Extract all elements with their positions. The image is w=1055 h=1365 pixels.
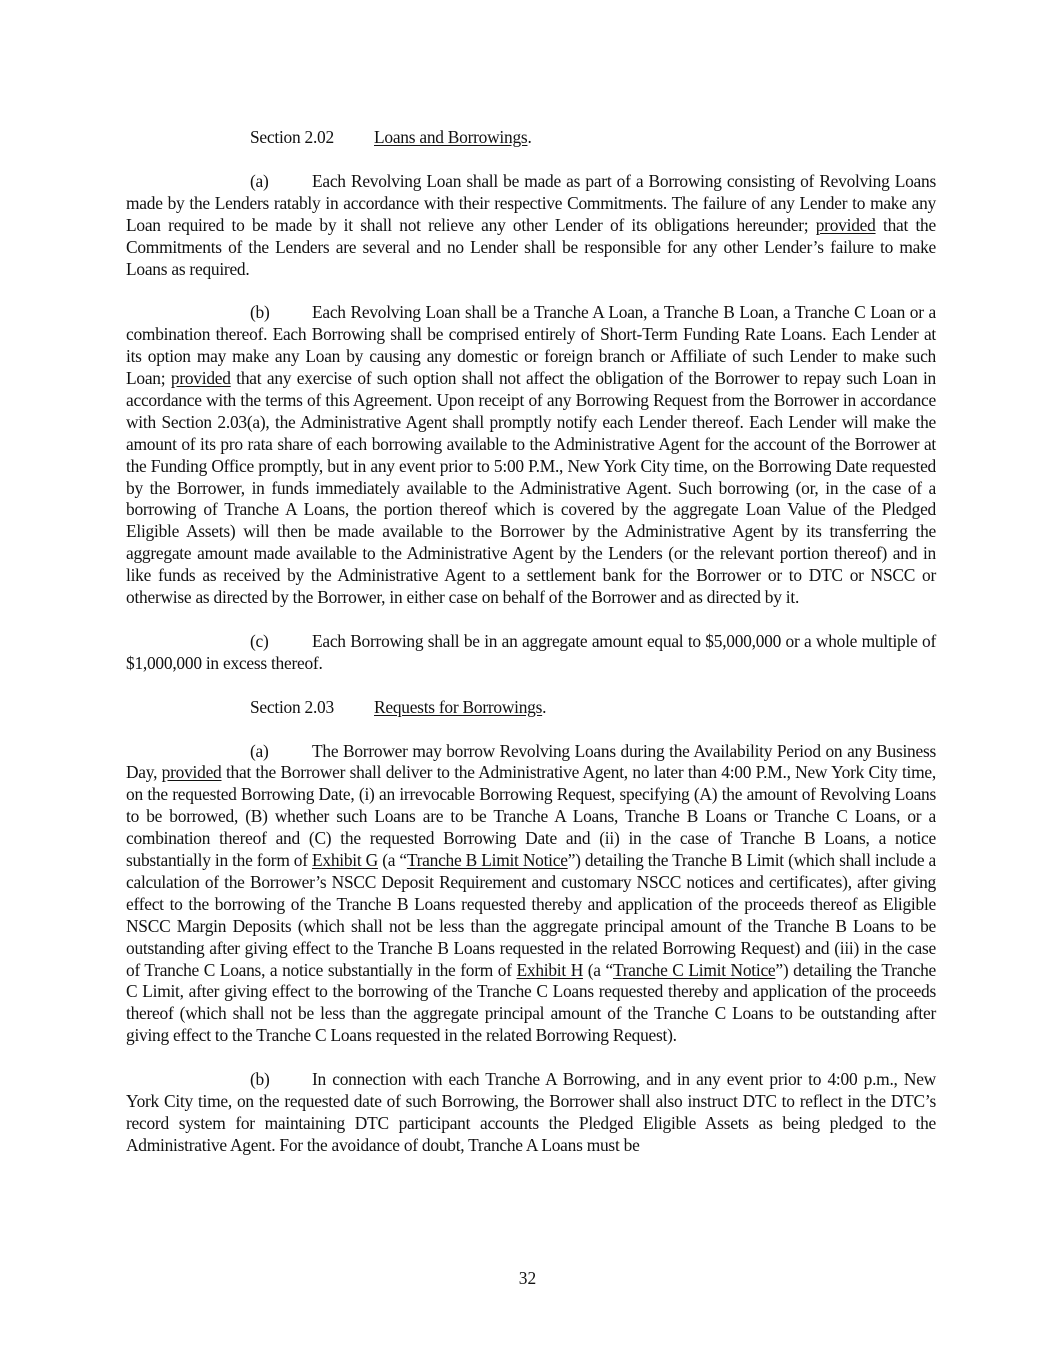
defined-term: provided xyxy=(170,368,231,389)
paragraph xyxy=(126,171,936,281)
section-title: Loans and Borrowings xyxy=(374,127,528,147)
heading-period: . xyxy=(542,696,547,717)
paragraph-text: Each Borrowing shall be in an aggregate amount equal to $5,000,000 or a whole multiple of $1,000,000 in excess thereof. xyxy=(126,630,936,673)
paragraph-label: (b) xyxy=(250,1069,270,1090)
page-number: 32 xyxy=(518,1268,537,1288)
section-heading-2-03 xyxy=(126,697,936,719)
paragraph-text: In connection with each Tranche A Borrowing, and in any event prior to 4:00 p.m., New York City time, on the requested date of such Borrowing, the Borrower shall also instruct DTC to reflect in the DTC’s record system for maintaining DTC participant accounts the Pledged Eligible Assets as being pledged to the Administrative Agent. For the avoidance of doubt, Tranche A Loans must be xyxy=(126,1069,936,1155)
paragraph-label: (a) xyxy=(250,740,269,761)
section-heading-2-02 xyxy=(126,127,936,149)
paragraph xyxy=(126,1069,936,1157)
paragraph xyxy=(126,741,936,1048)
defined-term: provided xyxy=(161,762,222,783)
paragraph-text: The Borrower may borrow Revolving Loans during the Availability Period on any Business Day, xyxy=(126,740,936,783)
paragraph-text: ”) detailing the Tranche B Limit (which shall include a calculation of the Borrower’s NSCC Deposit Requirement and customary NSCC notices and certificates), after giving effect to the borrowing of the Tranche B Loans requested thereby and application of the proceeds thereof as Eligible NSCC Margin Deposits (which shall not be less than the aggregate principal amount of the Tranche B Loans to be outstanding after giving effect to the Tranche B Loans requested in the related Borrowing Request) and (iii) in the case of Tranche C Loans, a notice substantially in the form of xyxy=(126,850,936,980)
section-title: Requests for Borrowings xyxy=(374,696,543,717)
document-page xyxy=(126,127,936,1179)
paragraph-label: (b) xyxy=(250,302,270,323)
defined-term: Exhibit H xyxy=(516,959,584,980)
paragraph-text: that the Commitments of the Lenders are several and no Lender shall be responsible for any other Lender’s failure to make Loans as required. xyxy=(126,214,936,279)
paragraph-text: (a “ xyxy=(377,850,407,871)
section-number: Section 2.02 xyxy=(250,127,334,147)
defined-term: Tranche C Limit Notice xyxy=(612,959,776,980)
paragraph-text: ”) detailing the Tranche C Limit, after giving effect to the borrowing of the Tranche C Loans requested thereby and application of the proceeds thereof (which shall not be less than the aggregate principal amount of the Tranche C Loans to be outstanding after giving effect to the Tranche C Loans requested in the related Borrowing Request). xyxy=(126,959,936,1046)
paragraph-text: Each Revolving Loan shall be a Tranche A Loan, a Tranche B Loan, a Tranche C Loan or a combination thereof. Each Borrowing shall be comprised entirely of Short-Term Funding Rate Loans. Each Lender at its option may make any Loan by causing any domestic or foreign branch or Affiliate of such Lender to make such Loan; xyxy=(126,302,936,389)
paragraph-label: (c) xyxy=(250,630,269,651)
defined-term: Exhibit G xyxy=(312,850,378,871)
paragraph-text: that any exercise of such option shall not affect the obligation of the Borrower to repay such Loan in accordance with the terms of this Agreement. Upon receipt of any Borrowing Request from the Borrower in accordance with Section 2.03(a), the Administrative Agent shall promptly notify each Lender thereof. Each Lender will make the amount of its pro rata share of each borrowing available to the Administrative Agent for the account of the Borrower at the Funding Office promptly, but in any event prior to 5:00 P.M., New York City time, on the Borrowing Date requested by the Borrower, in funds immediately available to the Administrative Agent. Such borrowing (or, in the case of a borrowing of Tranche A Loans, the portion thereof which is covered by the aggregate Loan Value of the Pledged Eligible Assets) will then be made available to the Borrower by the Administrative Agent by its transferring the aggregate amount made available to the Administrative Agent by the Lenders (or the relevant portion thereof) and in like funds as received by the Administrative Agent to a settlement bank for the Borrower or to DTC or NSCC or otherwise as directed by the Borrower, in either case on behalf of the Borrower and as directed by it. xyxy=(126,368,936,608)
paragraph xyxy=(126,631,936,675)
paragraph-text: Each Revolving Loan shall be made as part of a Borrowing consisting of Revolving Loans made by the Lenders ratably in accordance with their respective Commitments. The failure of any Lender to make any Loan required to be made by it shall not relieve any other Lender of its obligations hereunder; xyxy=(126,170,936,235)
defined-term: Tranche B Limit Notice xyxy=(406,850,568,871)
defined-term: provided xyxy=(815,214,876,235)
paragraph-label: (a) xyxy=(250,170,269,191)
paragraph-text: (a “ xyxy=(583,959,613,980)
section-number: Section 2.03 xyxy=(250,696,334,717)
heading-period: . xyxy=(527,127,532,147)
paragraph xyxy=(126,302,936,609)
paragraph-text: that the Borrower shall deliver to the Administrative Agent, no later than 4:00 P.M., New York City time, on the requested Borrowing Date, (i) an irrevocable Borrowing Request, specifying (A) the amount of Revolving Loans to be borrowed, (B) whether such Loans are to be Tranche A Loans, Tranche B Loans or Tranche C Loans, or a combination thereof and (C) the requested Borrowing Date and (ii) in the case of Tranche B Loans, a notice substantially in the form of xyxy=(126,762,936,871)
